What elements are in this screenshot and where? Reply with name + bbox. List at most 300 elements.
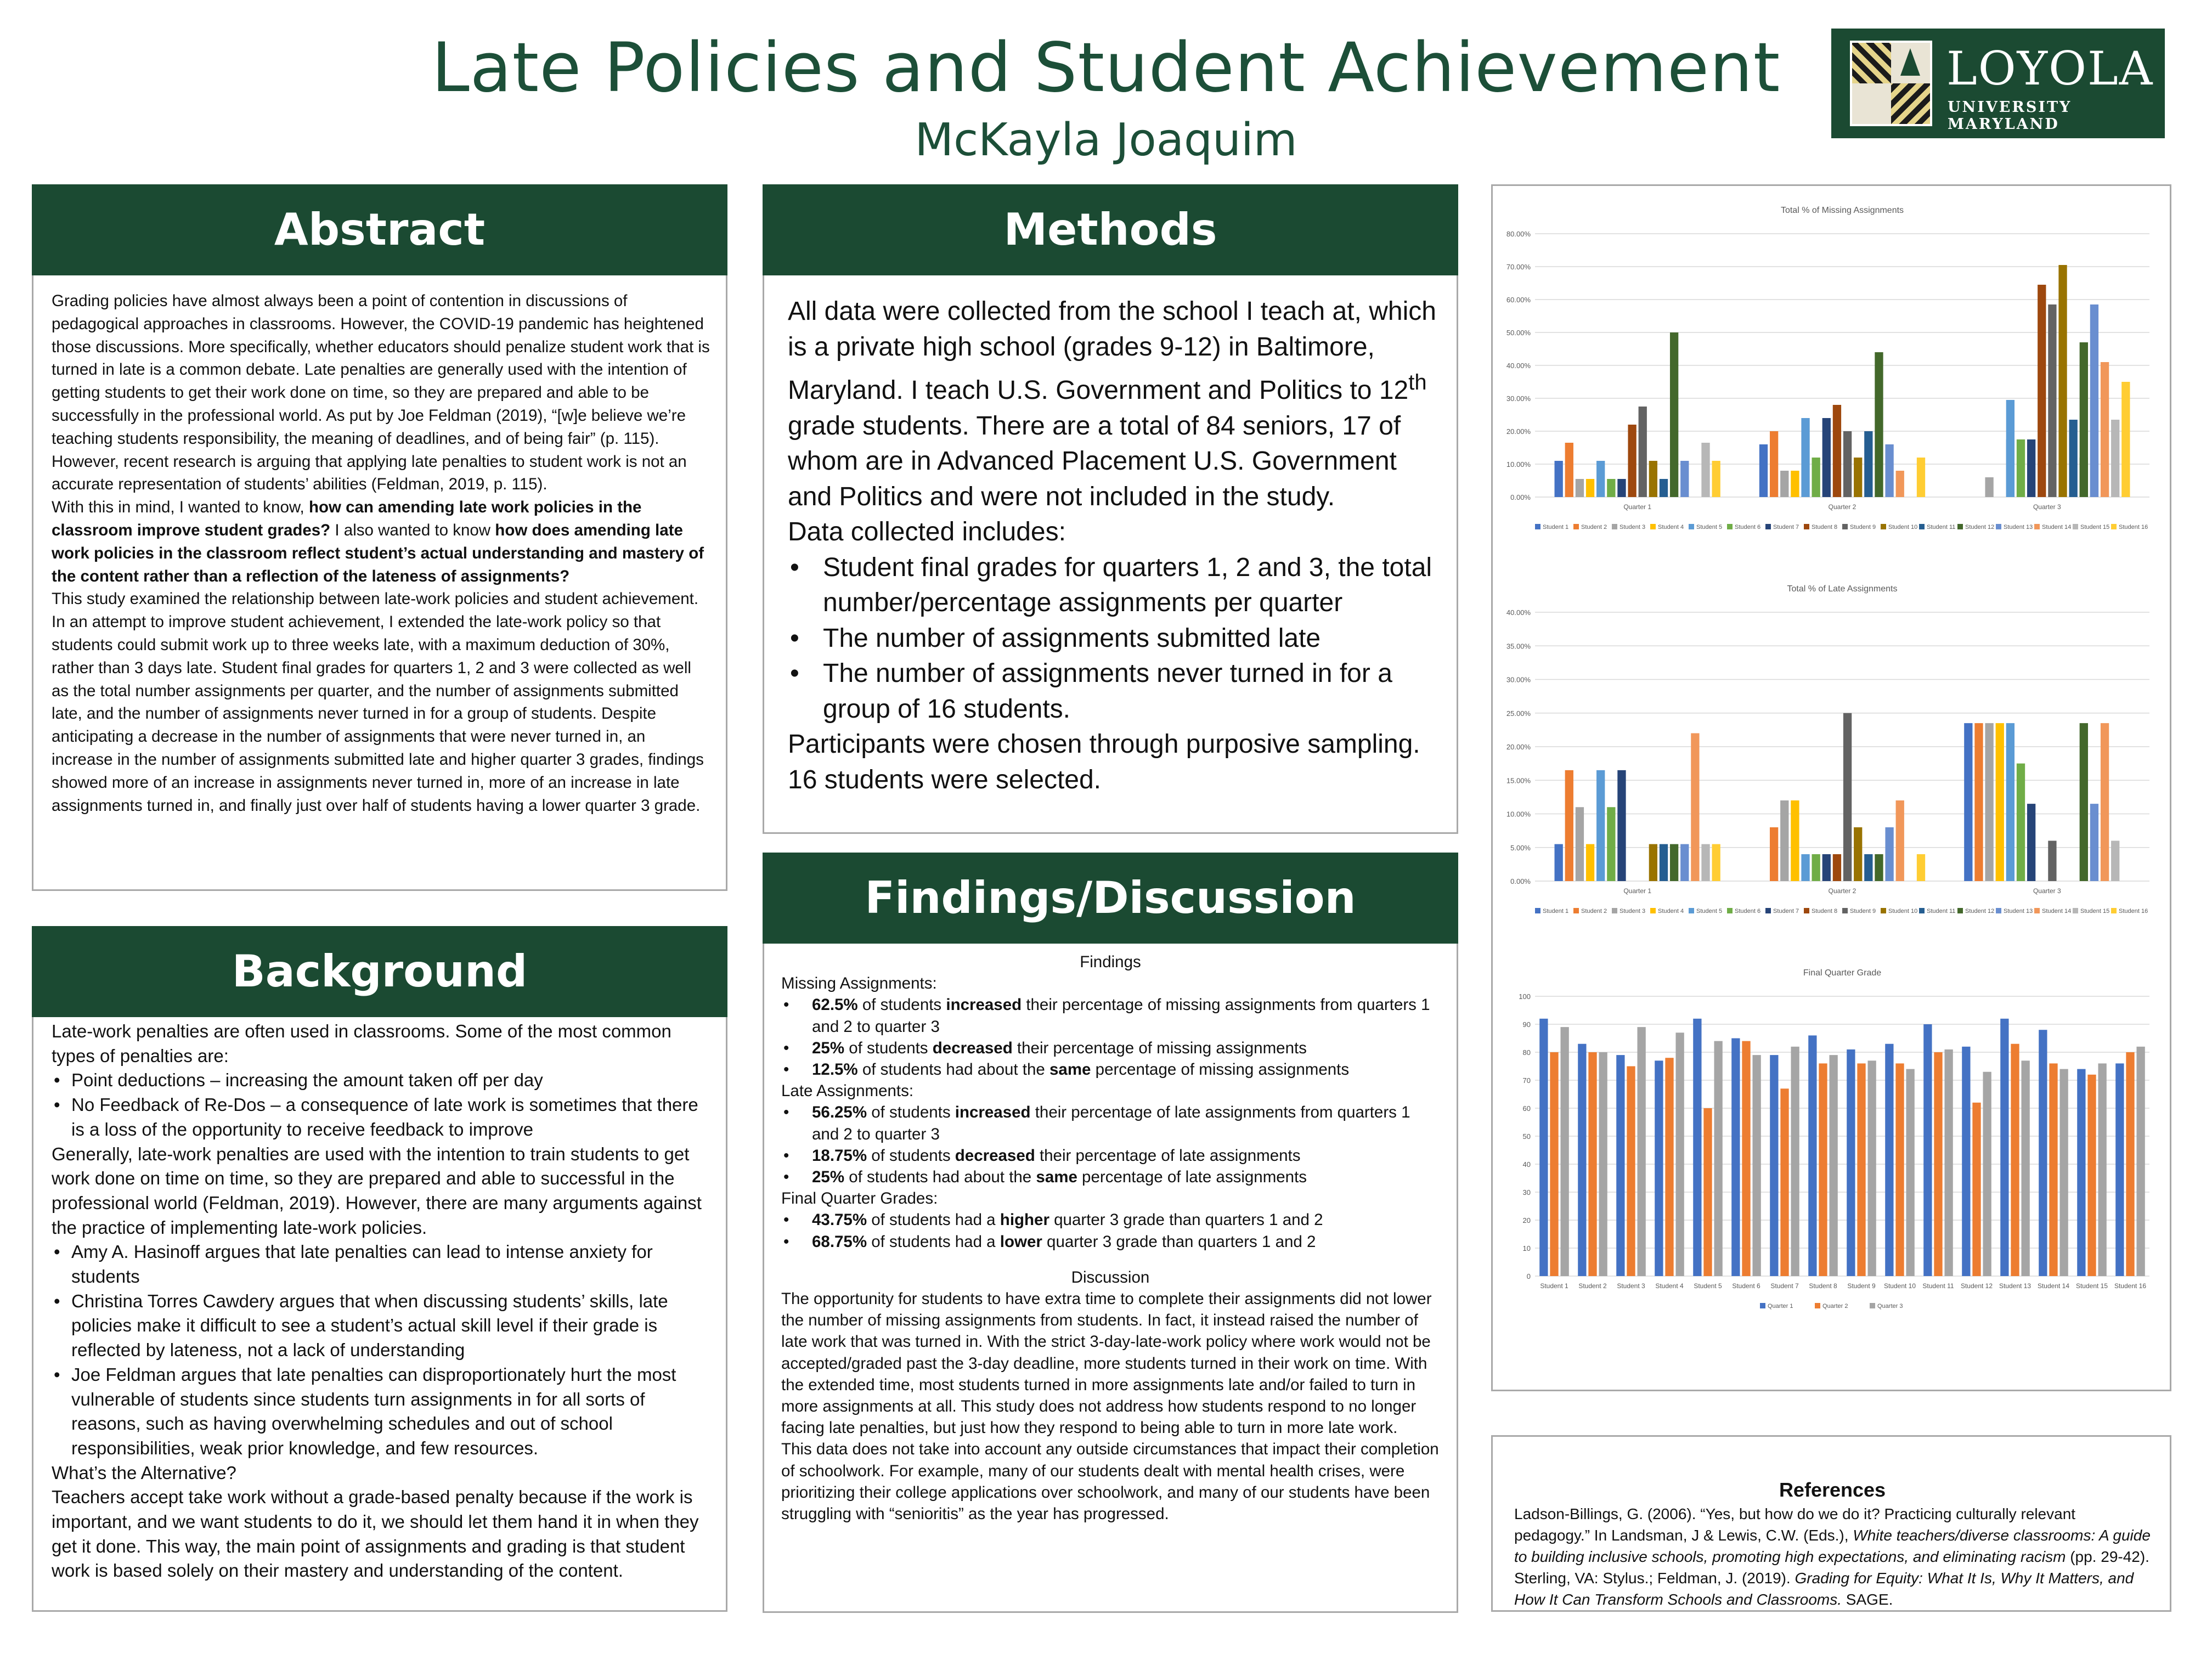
x-tick-label: Student 2 (1578, 1282, 1607, 1290)
bar (2017, 764, 2025, 881)
legend-swatch (2073, 908, 2078, 913)
legend-label: Student 6 (1735, 524, 1761, 531)
legend-label: Student 5 (1696, 524, 1723, 531)
bar (1655, 1060, 1663, 1276)
bar (2000, 1019, 2008, 1276)
y-tick-label: 0.00% (1510, 877, 1531, 885)
list-item: • 56.25% of students increased their percentage of late assignments from quarters 1 and 2 to quarter 3 (781, 1102, 1440, 1144)
y-tick-label: 25.00% (1506, 709, 1531, 718)
legend-label: Student 16 (2119, 908, 2148, 915)
legend-swatch (1815, 1303, 1820, 1308)
x-tick-label: Quarter 1 (1623, 503, 1652, 511)
legend-swatch (1689, 908, 1694, 913)
bar (2098, 1063, 2106, 1276)
list-item: • 18.75% of students decreased their percentage of late assignments (781, 1145, 1440, 1166)
bar (1847, 1049, 1855, 1276)
background-p2: Generally, late-work penalties are used with the intention to train students to get work done on time on time, so they are prepared and able to successful in the professional world (Feldman, 2019). However, there are many arguments against the practice of implementing late-work policies. (52, 1143, 702, 1238)
bar (1996, 723, 2004, 881)
arguments-list (52, 1240, 710, 1460)
x-tick-label: Student 3 (1617, 1282, 1645, 1290)
bar (1616, 1055, 1624, 1276)
legend-label: Student 12 (1965, 524, 1995, 531)
bar (1665, 1058, 1673, 1276)
bar (1906, 1069, 1914, 1276)
legend-label: Student 9 (1850, 524, 1876, 531)
y-tick-label: 50 (1522, 1132, 1531, 1141)
bar (1599, 1052, 1607, 1276)
bar (1896, 471, 1904, 497)
legend-label: Quarter 2 (1822, 1303, 1848, 1310)
references-body (1514, 1477, 2151, 1610)
y-tick-label: 35.00% (1506, 642, 1531, 651)
y-tick-label: 100 (1519, 992, 1531, 1001)
bar (2080, 342, 2088, 497)
bar (2087, 1075, 2096, 1276)
bar (1819, 1063, 1827, 1276)
y-tick-label: 10.00% (1506, 810, 1531, 819)
bar (1752, 1055, 1760, 1276)
bar (1617, 479, 1626, 497)
bar (1896, 800, 1904, 881)
bar (1854, 827, 1862, 881)
legend-label: Student 14 (2042, 524, 2072, 531)
bar (1791, 800, 1799, 881)
legend-swatch (1535, 524, 1541, 529)
bar (1843, 713, 1852, 881)
bar (1885, 444, 1893, 497)
bar (1670, 332, 1678, 497)
legend-swatch (1535, 908, 1541, 913)
abstract-p2: With this in mind, I wanted to know, how can amending late work policies in the classroom improve student grades? I also wanted to know how does amending late work policies in the classroom reflect student’s actual understanding and mastery of the content rather than a reflection of the lateness of assignments? (52, 498, 704, 585)
y-tick-label: 30.00% (1506, 394, 1531, 403)
background-p3: Teachers accept take work without a grade-based penalty because if the work is important, and we want students to do it, we should let them hand it in when they get it done. This way, the main point of assignments and grading is that student work is based solely on their mastery and understanding of the content. (52, 1487, 699, 1581)
chart-title: Total % of Late Assignments (1787, 584, 1898, 594)
bar (1759, 444, 1768, 497)
x-tick-label: Student 4 (1655, 1282, 1684, 1290)
poster-title: Late Policies and Student Achievement (431, 29, 1781, 108)
bar (1637, 1027, 1645, 1276)
bar (2126, 1052, 2134, 1276)
findings-subheading: Findings (1080, 953, 1141, 971)
x-tick-label: Quarter 3 (2033, 503, 2061, 511)
bar (1917, 458, 1925, 497)
x-tick-label: Student 13 (1999, 1282, 2032, 1290)
y-tick-label: 30 (1522, 1188, 1531, 1197)
bar (1801, 418, 1809, 497)
bar (2111, 841, 2119, 882)
legend-label: Student 15 (2080, 524, 2110, 531)
legend-swatch (1870, 1303, 1875, 1308)
bar (2038, 285, 2046, 497)
bar (1596, 461, 1605, 497)
legend-swatch (1765, 524, 1771, 529)
x-tick-label: Student 10 (1883, 1282, 1916, 1290)
x-tick-label: Quarter 2 (1828, 503, 1857, 511)
bar (2090, 304, 2098, 497)
x-tick-label: Quarter 3 (2033, 887, 2061, 895)
legend-label: Student 8 (1812, 524, 1838, 531)
legend-swatch (1957, 524, 1963, 529)
list-item: • Christina Torres Cawdery argues that when discussing students’ skills, late policies make it difficult to see a student’s actual skill level if their grade is reflected by lateness, not a lack of understanding (52, 1289, 710, 1363)
list-item: • 62.5% of students increased their percentage of missing assignments from quarters 1 and 2 to quarter 3 (781, 994, 1440, 1037)
y-tick-label: 10.00% (1506, 460, 1531, 469)
findings-body (781, 951, 1440, 1525)
legend-label: Student 4 (1658, 908, 1684, 915)
list-item: • 25% of students decreased their percentage of missing assignments (781, 1037, 1440, 1059)
bar (1670, 844, 1678, 881)
bar (1985, 477, 1993, 497)
findings-heading: Findings/Discussion (763, 853, 1458, 944)
list-item: • 43.75% of students had a higher quarter 3 grade than quarters 1 and 2 (781, 1209, 1440, 1231)
legend-swatch (1689, 524, 1694, 529)
legend-label: Student 12 (1965, 908, 1995, 915)
y-tick-label: 70.00% (1506, 263, 1531, 271)
bar (2011, 1044, 2019, 1276)
y-tick-label: 0 (1526, 1272, 1531, 1280)
x-tick-label: Student 9 (1847, 1282, 1876, 1290)
list-item: • Student final grades for quarters 1, 2 and 3, the total number/percentage assignments per quarter (788, 550, 1441, 621)
bar (1680, 461, 1689, 497)
bar (2039, 1030, 2047, 1276)
bar (1712, 461, 1720, 497)
legend-swatch (1612, 908, 1617, 913)
bar (1780, 471, 1788, 497)
abstract-p1: Grading policies have almost always been a point of contention in discussions of pedagogical approaches in classrooms. However, the COVID-19 pandemic has heightened those discussions. More specifically, whether educators should penalize student work that is turned in late is a common debate. Late penalties are generally used with the intention of getting students to get their work done on time, so they are prepared and able to be successfully in the professional world. As put by Joe Feldman (2019), “[w]e believe we’re teaching students responsibility, the meaning of deadlines, and of being fair” (p. 115). However, recent research is arguing that applying late penalties to student work is not an accurate representation of students’ abilities (Feldman, 2019, p. 115). (52, 292, 710, 494)
chart-title: Final Quarter Grade (1803, 968, 1882, 978)
legend-swatch (1996, 908, 2001, 913)
bar (2027, 439, 2035, 497)
legend-swatch (1727, 908, 1733, 913)
x-tick-label: Student 5 (1694, 1282, 1722, 1290)
legend-swatch (1996, 524, 2001, 529)
legend-swatch (1804, 524, 1809, 529)
bar (1808, 1035, 1816, 1276)
bar (1934, 1052, 1942, 1276)
legend-label: Student 8 (1812, 908, 1838, 915)
legend-swatch (1612, 524, 1617, 529)
bar (1864, 431, 1872, 497)
bar (1801, 854, 1809, 881)
bar (2080, 723, 2088, 881)
bar (1857, 1063, 1865, 1276)
bar (1791, 471, 1799, 497)
bar (2090, 804, 2098, 881)
charts-svg (1491, 184, 2171, 1391)
list-item: • 25% of students had about the same percentage of late assignments (781, 1166, 1440, 1188)
list-item: • Point deductions – increasing the amount taken off per day (52, 1068, 710, 1093)
legend-label: Quarter 1 (1768, 1303, 1793, 1310)
legend-swatch (1760, 1303, 1765, 1308)
bar (2115, 1063, 2124, 1276)
bar (1660, 844, 1668, 881)
background-body (52, 1019, 710, 1583)
list-item: • 68.75% of students had a lower quarter 3 grade than quarters 1 and 2 (781, 1231, 1440, 1252)
legend-swatch (1842, 908, 1848, 913)
legend-swatch (2073, 524, 2078, 529)
loyola-logo (1831, 29, 2165, 138)
abstract-p3: This study examined the relationship between late-work policies and student achievement. In an attempt to improve student achievement, I extended the late-work policy so that students could submit work up to three weeks late, with a maximum deduction of 30%, rather than 3 days late. Student final grades for quarters 1, 2 and 3 were collected as well as the total number assignments per quarter, and the number of assignments submitted late, and the number of assignments never turned in for a group of students. Despite anticipating a decrease in the number of assignments that were never turned in, an increase in the number of assignments submitted late and higher quarter 3 grades, findings showed more of an increase in assignments never turned in, more of an increase in late assignments turned in, and finally just over half of students having a lower quarter 3 grade. (52, 590, 704, 815)
abstract-body (52, 290, 710, 817)
bar (1586, 479, 1594, 497)
bar (2006, 723, 2015, 881)
methods-body (788, 294, 1441, 798)
y-tick-label: 5.00% (1510, 843, 1531, 852)
abstract-heading: Abstract (32, 184, 727, 275)
legend-label: Student 4 (1658, 524, 1684, 531)
background-question: What’s the Alternative? (52, 1462, 236, 1483)
bar (1680, 844, 1689, 881)
bar (1885, 827, 1893, 881)
legend-label: Student 7 (1773, 908, 1799, 915)
bar (2121, 382, 2130, 497)
legend-label: Student 3 (1620, 908, 1646, 915)
x-tick-label: Quarter 1 (1623, 887, 1652, 895)
bar (1962, 1047, 1970, 1276)
bar (1607, 479, 1615, 497)
legend-swatch (1650, 908, 1656, 913)
y-tick-label: 30.00% (1506, 675, 1531, 684)
bar (1829, 1055, 1837, 1276)
bar (1822, 854, 1831, 881)
y-tick-label: 20.00% (1506, 743, 1531, 751)
crest-icon (1850, 41, 1932, 126)
bar (1875, 854, 1883, 881)
bar (2101, 362, 2109, 497)
bar (2048, 304, 2056, 497)
legend-swatch (2034, 908, 2040, 913)
bar (2049, 1063, 2057, 1276)
bar (1701, 443, 1709, 497)
poster-author: McKayla Joaquim (915, 114, 1297, 166)
bar (1617, 770, 1626, 881)
y-tick-label: 0.00% (1510, 493, 1531, 501)
bar (1565, 770, 1573, 881)
background-intro: Late-work penalties are often used in classrooms. Some of the most common types of penalties are: (52, 1021, 672, 1066)
bar (2069, 420, 2078, 497)
bar (1770, 827, 1778, 881)
x-tick-label: Student 7 (1770, 1282, 1799, 1290)
legend-label: Student 9 (1850, 908, 1876, 915)
bar (2136, 1047, 2145, 1276)
legend-label: Student 13 (2004, 908, 2033, 915)
bar (1649, 844, 1657, 881)
bar (1539, 1019, 1548, 1276)
legend-swatch (2111, 908, 2117, 913)
legend-label: Quarter 3 (1877, 1303, 1903, 1310)
legend-swatch (1842, 524, 1848, 529)
y-tick-label: 15.00% (1506, 776, 1531, 785)
bar (1731, 1039, 1740, 1277)
legend-label: Student 15 (2080, 908, 2110, 915)
list-item: • The number of assignments never turned in for a group of 16 students. (788, 656, 1441, 727)
bar (1639, 407, 1647, 497)
legend-swatch (1650, 524, 1656, 529)
x-tick-label: Student 1 (1540, 1282, 1568, 1290)
logo-subtitle: UNIVERSITY MARYLAND (1948, 99, 2072, 133)
legend-swatch (1573, 908, 1579, 913)
missing-list (781, 994, 1440, 1080)
x-tick-label: Student 14 (2037, 1282, 2070, 1290)
legend-swatch (1727, 524, 1733, 529)
x-tick-label: Student 11 (1922, 1282, 1954, 1290)
y-tick-label: 20 (1522, 1216, 1531, 1224)
methods-p1: All data were collected from the school I teach at, which is a private high school (grades 9-12) in Baltimore, Maryland. I teach U.S. Government and Politics to 12th grade students. There are a total of 84 seniors, 17 of whom are in Advanced Placement U.S. Government and Politics and were not included in the study. (788, 297, 1436, 511)
data-list (788, 550, 1441, 727)
x-tick-label: Student 8 (1809, 1282, 1837, 1290)
legend-label: Student 11 (1927, 908, 1956, 915)
legend-label: Student 7 (1773, 524, 1799, 531)
bar (1550, 1052, 1558, 1276)
legend-label: Student 10 (1888, 908, 1918, 915)
bar (1628, 425, 1636, 497)
bar (1875, 352, 1883, 497)
y-tick-label: 40.00% (1506, 608, 1531, 617)
bar (2048, 841, 2056, 882)
bar (1742, 1041, 1750, 1276)
missing-label: Missing Assignments: (781, 974, 937, 993)
legend-label: Student 1 (1543, 908, 1569, 915)
bar (1867, 1060, 1876, 1276)
late-label: Late Assignments: (781, 1082, 914, 1101)
bar (1714, 1041, 1722, 1276)
bar (1895, 1063, 1904, 1276)
legend-label: Student 16 (2119, 524, 2148, 531)
list-item: • Joe Feldman argues that late penalties can disproportionately hurt the most vulnerable of students since students turn assignments in for all sorts of reasons, such as having overwhelming schedules and out of school responsibilities, weak prior knowledge, and few resources. (52, 1363, 710, 1461)
bar (1703, 1108, 1712, 1276)
bar (1974, 723, 1983, 881)
legend-label: Student 3 (1620, 524, 1646, 531)
bar (1576, 807, 1584, 881)
bar (1770, 431, 1778, 497)
bar (2111, 420, 2119, 497)
bar (1833, 405, 1841, 497)
list-item: • Amy A. Hasinoff argues that late penalties can lead to intense anxiety for students (52, 1240, 710, 1289)
bar (1712, 844, 1720, 881)
bar (1649, 461, 1657, 497)
legend-label: Student 10 (1888, 524, 1918, 531)
bar (1588, 1052, 1596, 1276)
methods-heading: Methods (763, 184, 1458, 275)
late-list (781, 1102, 1440, 1188)
bar (1854, 458, 1862, 497)
references-heading: References (1779, 1479, 1886, 1501)
y-tick-label: 60.00% (1506, 296, 1531, 304)
bar (1972, 1103, 1980, 1276)
bar (1691, 733, 1699, 882)
bar (2101, 723, 2109, 881)
bar (1660, 479, 1668, 497)
bar (1555, 844, 1563, 881)
y-tick-label: 40 (1522, 1160, 1531, 1169)
bar (1964, 723, 1972, 881)
methods-p3: Participants were chosen through purposive sampling. 16 students were selected. (788, 730, 1420, 794)
y-tick-label: 10 (1522, 1244, 1531, 1252)
bar (1701, 844, 1709, 881)
legend-swatch (1919, 524, 1925, 529)
bar (1596, 770, 1605, 881)
legend-label: Student 14 (2042, 908, 2072, 915)
bar (2006, 400, 2015, 497)
x-tick-label: Student 16 (2114, 1282, 2147, 1290)
x-tick-label: Quarter 2 (1828, 887, 1857, 895)
bar (1923, 1024, 1932, 1276)
bar (2017, 439, 2025, 497)
x-tick-label: Student 12 (1960, 1282, 1993, 1290)
y-tick-label: 20.00% (1506, 427, 1531, 436)
legend-swatch (1765, 908, 1771, 913)
bar (1917, 854, 1925, 881)
bar (1985, 723, 1993, 881)
bar (1576, 479, 1584, 497)
legend-label: Student 13 (2004, 524, 2033, 531)
bar (1770, 1055, 1778, 1276)
legend-label: Student 6 (1735, 908, 1761, 915)
legend-label: Student 2 (1581, 908, 1607, 915)
x-tick-label: Student 6 (1732, 1282, 1760, 1290)
bar (2058, 265, 2067, 497)
bar (1780, 1088, 1788, 1276)
bar (1586, 844, 1594, 881)
bar (1675, 1032, 1684, 1276)
methods-p2: Data collected includes: (788, 517, 1066, 546)
bar (1607, 807, 1615, 881)
legend-swatch (1804, 908, 1809, 913)
bar (1627, 1066, 1635, 1277)
bar (1812, 854, 1820, 881)
y-tick-label: 60 (1522, 1104, 1531, 1113)
bar (1822, 418, 1831, 497)
y-tick-label: 80 (1522, 1048, 1531, 1057)
chart-title: Total % of Missing Assignments (1780, 206, 1904, 215)
bar (1885, 1044, 1893, 1276)
bar (2027, 804, 2035, 881)
bar (1944, 1049, 1953, 1276)
discussion-p1: The opportunity for students to have extra time to complete their assignments did not lower the number of missing assignments from students. In fact, it instead raised the number of late work that was turned in. With the strict 3-day-late-work policy where work would not be accepted/graded past the 3-day deadline, more students turned in their work on time. With the extended time, most students turned in more assignments late and/or failed to turn in more assignments at all. This study does not address how students respond to no longer facing late penalties, but just how they respond to being able to turn in more late work. (781, 1290, 1432, 1437)
background-heading: Background (32, 926, 727, 1017)
y-tick-label: 40.00% (1506, 362, 1531, 370)
logo-name: LOYOLA (1946, 42, 2154, 95)
legend-swatch (1919, 908, 1925, 913)
legend-swatch (1881, 524, 1886, 529)
bar (1833, 854, 1841, 881)
legend-label: Student 1 (1543, 524, 1569, 531)
list-item: • The number of assignments submitted late (788, 621, 1441, 657)
legend-label: Student 2 (1581, 524, 1607, 531)
grades-label: Final Quarter Grades: (781, 1189, 938, 1208)
bar (2021, 1060, 2029, 1276)
grades-list (781, 1209, 1440, 1252)
y-tick-label: 50.00% (1506, 329, 1531, 337)
list-item: • No Feedback of Re-Dos – a consequence of late work is sometimes that there is a loss of the opportunity to receive feedback to improve (52, 1093, 710, 1142)
bar (1864, 854, 1872, 881)
legend-swatch (2111, 524, 2117, 529)
reference-entry: Ladson-Billings, G. (2006). “Yes, but how do we do it? Practicing culturally relevant pedagogy.” In Landsman, J & Lewis, C.W. (Eds.), White teachers/diverse classrooms: A guide to building inclusive schools, promoting high expectations, and eliminating racism (pp. 29-42). Sterling, VA: Stylus.; Feldman, J. (2019). Grading for Equity: What It Is, Why It Matters, and How It Can Transform Schools and Classrooms. SAGE. (1514, 1505, 2151, 1608)
list-item: • 12.5% of students had about the same percentage of missing assignments (781, 1059, 1440, 1080)
bar (1812, 458, 1820, 497)
bar (1565, 443, 1573, 497)
y-tick-label: 70 (1522, 1076, 1531, 1085)
y-tick-label: 80.00% (1506, 230, 1531, 238)
y-tick-label: 90 (1522, 1020, 1531, 1029)
bar (2077, 1069, 2085, 1276)
bar (1780, 800, 1788, 881)
legend-label: Student 11 (1927, 524, 1956, 531)
legend-label: Student 5 (1696, 908, 1723, 915)
bar (1555, 461, 1563, 497)
x-tick-label: Student 15 (2075, 1282, 2108, 1290)
legend-swatch (2034, 524, 2040, 529)
discussion-p2: This data does not take into account any outside circumstances that impact their completion of schoolwork. For example, many of our students dealt with mental health crises, were prioritizing their college applications over schoolwork, and many of our students have been struggling with “senioritis” as the year has progressed. (781, 1440, 1439, 1523)
